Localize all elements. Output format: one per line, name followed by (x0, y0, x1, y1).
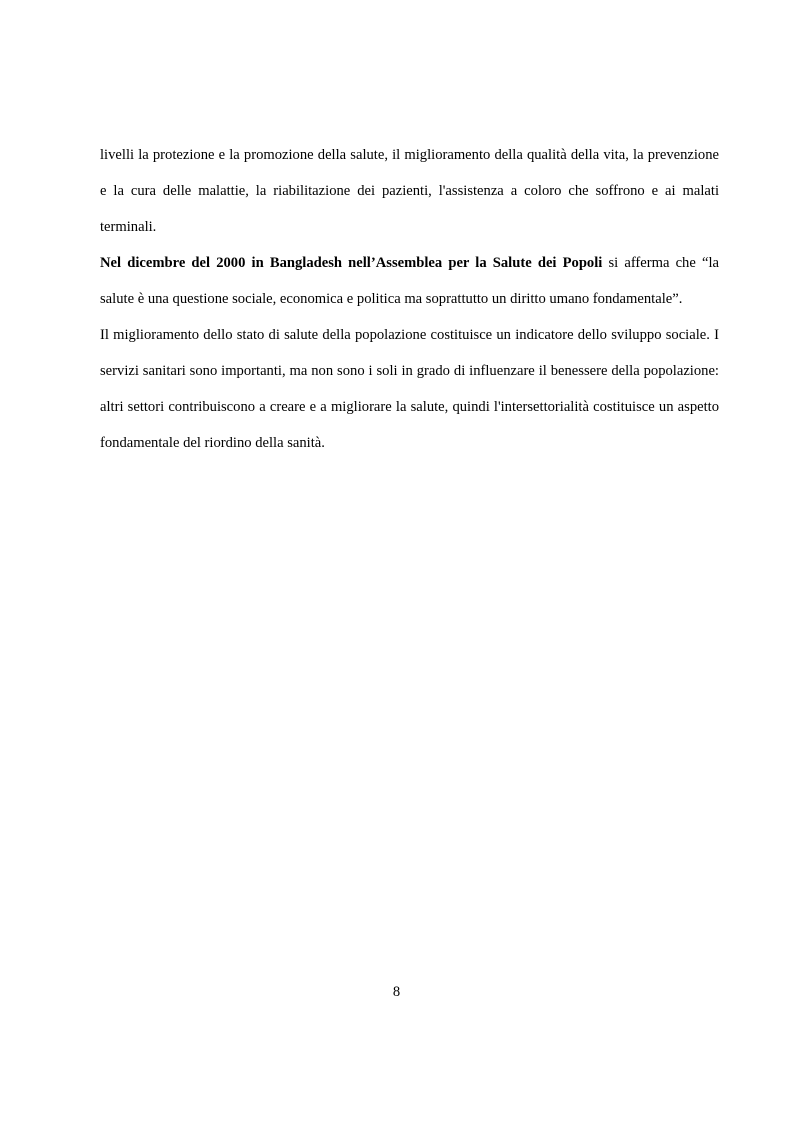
paragraph-health-goals (100, 137, 719, 245)
paragraph-intersectoriality (100, 317, 719, 461)
body-text (100, 137, 719, 461)
paragraph-text: si afferma che “la salute è una questione sociale, economica e politica ma soprattutto un diritto umano fondamentale”. (100, 255, 719, 307)
paragraph-text: Il miglioramento dello stato di salute della popolazione costituisce un indicatore dello sviluppo sociale. I servizi sanitari sono importanti, ma non sono i soli in grado di influenzare il benessere della popolazione: altri settori contribuiscono a creare e a migliorare la salute, quindi l'intersettorialità costituisce un aspetto fondamentale del riordino della sanità. (100, 327, 719, 451)
paragraph-bangladesh-assembly (100, 245, 719, 317)
paragraph-text: livelli la protezione e la promozione della salute, il miglioramento della qualità della vita, la prevenzione e la cura delle malattie, la riabilitazione dei pazienti, l'assistenza a coloro che soffrono e ai malati terminali. (100, 147, 719, 235)
page-number: 8 (392, 984, 401, 1000)
paragraph-bold-lead: Nel dicembre del 2000 in Bangladesh nell’Assemblea per la Salute dei Popoli (100, 255, 603, 271)
